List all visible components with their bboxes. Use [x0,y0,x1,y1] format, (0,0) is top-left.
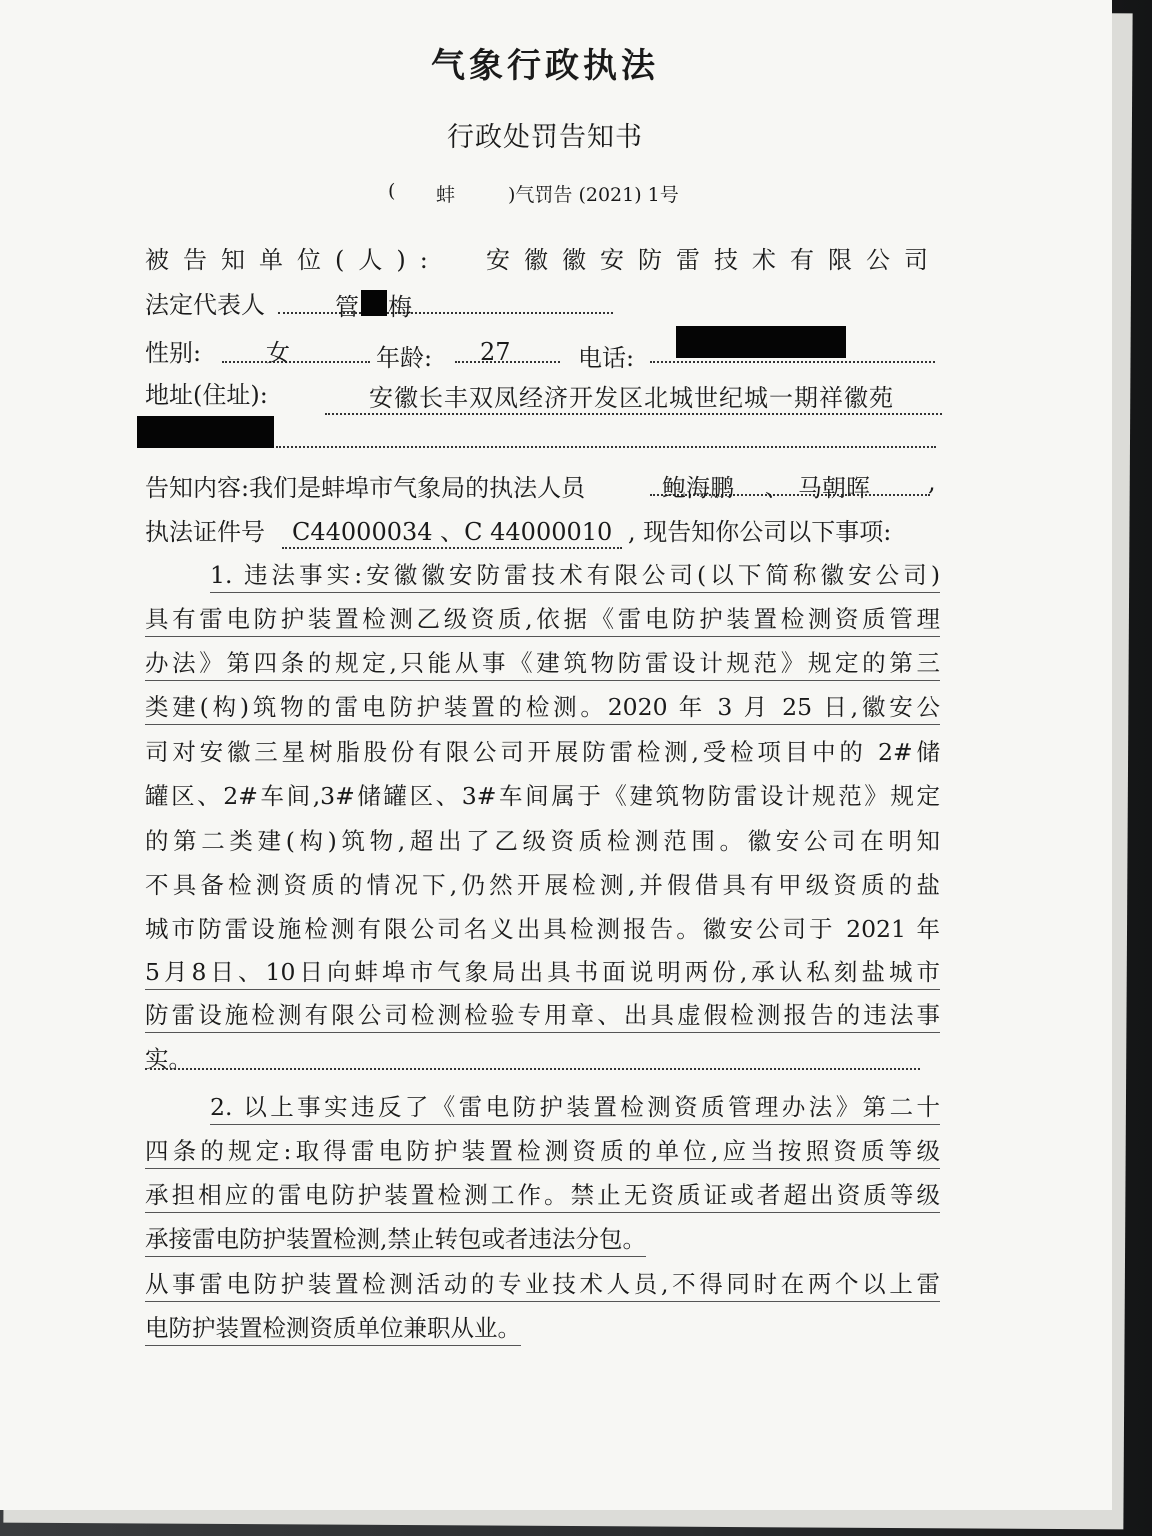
doc-number-open: ( [388,180,396,202]
officer-name-1: 鲍海鹏 [662,474,734,502]
address-value: 安徽长丰双凤经济开发区北城世纪城一期祥徽苑 [325,378,942,415]
body-line: 电防护装置检测资质单位兼职从业。 [145,1309,521,1346]
body-line: 城市防雷设施检测有限公司名义出具检测报告。徽安公司于 2021 年 [145,915,940,943]
body-line: 2. 以上事实违反了《雷电防护装置检测资质管理办法》第二十 [210,1088,940,1125]
body-line: 司对安徽三星树脂股份有限公司开展防雷检测,受检项目中的 2#储 [145,738,940,766]
gender-label: 性别: [145,339,202,367]
age-value: 27 [480,338,511,366]
legal-rep-underline [278,312,613,314]
body-line: 实。 [145,1045,192,1073]
officer-name-2: 马朝晖 [798,474,870,502]
gender-underline [222,361,370,363]
unit-value: 安徽徽安防雷技术有限公司 [486,246,942,274]
phone-underline [650,361,935,363]
legal-rep-value-a: 管 [335,293,359,321]
cert-label: 执法证件号 [145,518,265,546]
redaction-box [361,290,387,316]
officer-comma: , [928,468,936,496]
document-title: 气象行政执法 [431,46,659,86]
body-line: 承担相应的雷电防护装置检测工作。禁止无资质证或者超出资质等级 [145,1176,940,1213]
age-label: 年龄: [376,344,433,372]
body-line: 类建(构)筑物的雷电防护装置的检测。2020 年 3 月 25 日,徽安公 [145,688,940,725]
legal-rep-label: 法定代表人 [145,291,265,319]
address-underline-2 [276,446,936,448]
body-line: 的第二类建(构)筑物,超出了乙级资质检测范围。徽安公司在明知 [145,827,940,855]
document-subtitle: 行政处罚告知书 [447,122,643,153]
redaction-box [137,416,274,448]
legal-rep-value-b: 梅 [388,293,412,321]
body-line: 承接雷电防护装置检测,禁止转包或者违法分包。 [145,1220,646,1257]
body-line: 5月8日、10日向蚌埠市气象局出具书面说明两份,承认私刻盐城市 [145,953,940,990]
gender-value: 女 [266,339,290,367]
doc-number-place: 蚌 [436,184,456,206]
body-line: 四条的规定:取得雷电防护装置检测资质的单位,应当按照资质等级 [145,1132,940,1169]
body-line: 不具备检测资质的情况下,仍然开展检测,并假借具有甲级资质的盐 [145,871,940,899]
body-line: 从事雷电防护装置检测活动的专业技术人员,不得同时在两个以上雷 [145,1265,940,1302]
doc-number-rest: )气罚告 (2021) 1号 [508,184,679,206]
unit-label: 被告知单位(人): [145,246,442,274]
phone-label: 电话: [578,344,635,372]
body-line: 具有雷电防护装置检测乙级资质,依据《雷电防护装置检测资质管理 [145,600,940,637]
cert-numbers: C44000034 、C 44000010 [282,512,622,549]
redaction-box [676,326,846,358]
body-line: 办法》第四条的规定,只能从事《建筑物防雷设计规范》规定的第三 [145,644,940,681]
body-line: 防雷设施检测有限公司检测检验专用章、出具虚假检测报告的违法事 [145,996,940,1033]
paragraph-end-underline [145,1068,920,1070]
address-label: 地址(住址): [145,381,268,409]
body-line: 罐区、2#车间,3#储罐区、3#车间属于《建筑物防雷设计规范》规定 [145,782,940,810]
notice-tail: , 现告知你公司以下事项: [628,518,892,546]
notice-intro: 告知内容:我们是蚌埠市气象局的执法人员 [145,474,586,502]
body-line: 1. 违法事实:安徽徽安防雷技术有限公司(以下简称徽安公司) [210,556,940,593]
officer-separator: 、 [765,474,789,502]
